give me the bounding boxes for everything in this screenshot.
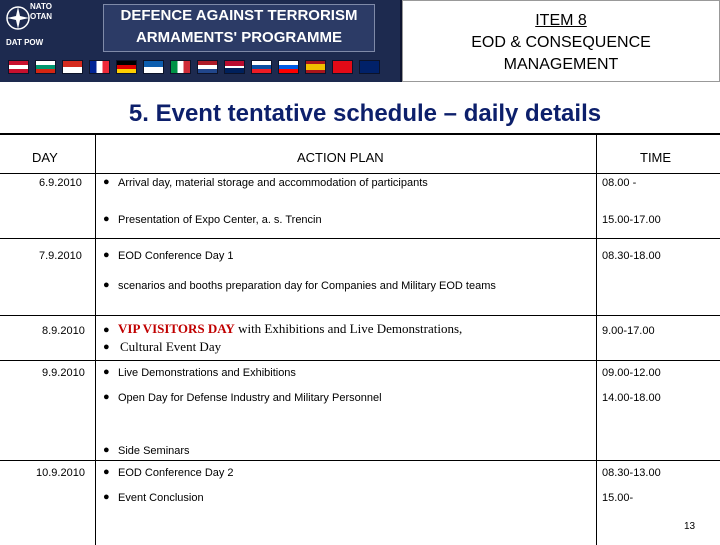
day-cell: 10.9.2010 xyxy=(36,467,85,479)
row-divider xyxy=(0,460,720,461)
flag-icon xyxy=(251,60,272,74)
action-item-text: with Exhibitions and Live Demonstrations, xyxy=(234,321,463,336)
flag-icon xyxy=(332,60,353,74)
flag-icon xyxy=(170,60,191,74)
bullet-icon: ● xyxy=(103,341,110,353)
flag-icon xyxy=(35,60,56,74)
item-number: ITEM 8 xyxy=(535,12,587,29)
bullet-icon: ● xyxy=(103,491,110,503)
programme-title-line2: ARMAMENTS' PROGRAMME xyxy=(135,29,343,46)
flags-strip xyxy=(8,60,398,76)
flag-icon xyxy=(359,60,380,74)
schedule-table xyxy=(0,135,720,545)
header-time: TIME xyxy=(640,150,672,165)
time-cell: 14.00-18.00 xyxy=(602,392,661,404)
item-title-line1: EOD & CONSEQUENCE xyxy=(471,34,651,51)
header-day: DAY xyxy=(32,150,58,165)
action-item: EOD Conference Day 2 xyxy=(118,467,234,479)
flag-icon xyxy=(89,60,110,74)
bullet-icon: ● xyxy=(103,176,110,188)
action-item: Presentation of Expo Center, a. s. Trencin xyxy=(118,214,322,226)
bullet-icon: ● xyxy=(103,366,110,378)
header-banner xyxy=(0,0,402,82)
flag-icon xyxy=(305,60,326,74)
bullet-icon: ● xyxy=(103,391,110,403)
action-item: EOD Conference Day 1 xyxy=(118,250,234,262)
flag-icon xyxy=(143,60,164,74)
flag-icon xyxy=(197,60,218,74)
row-divider xyxy=(0,173,720,174)
time-cell: 9.00-17.00 xyxy=(602,325,655,337)
bullet-icon: ● xyxy=(103,213,110,225)
time-cell: 15.00-17.00 xyxy=(602,214,661,226)
time-cell: 09.00-12.00 xyxy=(602,367,661,379)
bullet-icon: ● xyxy=(103,249,110,261)
action-item: Arrival day, material storage and accommodation of participants xyxy=(118,177,428,189)
time-cell: 08.00 - xyxy=(602,177,637,189)
bullet-icon: ● xyxy=(103,466,110,478)
page-number: 13 xyxy=(684,521,696,532)
day-cell: 8.9.2010 xyxy=(42,325,85,337)
dat-pow-label: DAT POW xyxy=(6,38,44,47)
action-item: scenarios and booths preparation day for Companies and Military EOD teams xyxy=(118,280,496,292)
programme-title xyxy=(103,4,375,52)
header-action-plan: ACTION PLAN xyxy=(297,150,384,165)
action-item: Open Day for Defense Industry and Military Personnel xyxy=(118,392,382,404)
flag-icon xyxy=(62,60,83,74)
day-cell: 7.9.2010 xyxy=(39,250,82,262)
day-cell: 9.9.2010 xyxy=(42,367,85,379)
action-item: Event Conclusion xyxy=(118,492,204,504)
flag-icon xyxy=(8,60,29,74)
row-divider xyxy=(0,315,720,316)
slide-title: 5. Event tentative schedule – daily details xyxy=(128,100,602,127)
row-divider xyxy=(0,238,720,239)
nato-logo-text: NATO OTAN xyxy=(30,2,53,21)
action-item: Live Demonstrations and Exhibitions xyxy=(118,367,296,379)
time-cell: 08.30-18.00 xyxy=(602,250,661,262)
item-box xyxy=(402,0,720,82)
action-item: Cultural Event Day xyxy=(120,339,222,354)
item-title-line2: MANAGEMENT xyxy=(503,56,619,73)
vip-visitors-highlight: VIP VISITORS DAY xyxy=(118,321,235,336)
flag-icon xyxy=(278,60,299,74)
table-border xyxy=(596,135,597,545)
action-item xyxy=(118,322,462,336)
action-item: Side Seminars xyxy=(118,445,190,457)
bullet-icon: ● xyxy=(103,444,110,456)
row-divider xyxy=(0,360,720,361)
time-cell: 15.00- xyxy=(602,492,634,504)
day-cell: 6.9.2010 xyxy=(39,177,82,189)
time-cell: 08.30-13.00 xyxy=(602,467,661,479)
programme-title-line1: DEFENCE AGAINST TERRORISM xyxy=(120,7,358,24)
bullet-icon: ● xyxy=(103,324,110,336)
flag-icon xyxy=(116,60,137,74)
bullet-icon: ● xyxy=(103,279,110,291)
table-border xyxy=(95,135,96,545)
flag-icon xyxy=(224,60,245,74)
